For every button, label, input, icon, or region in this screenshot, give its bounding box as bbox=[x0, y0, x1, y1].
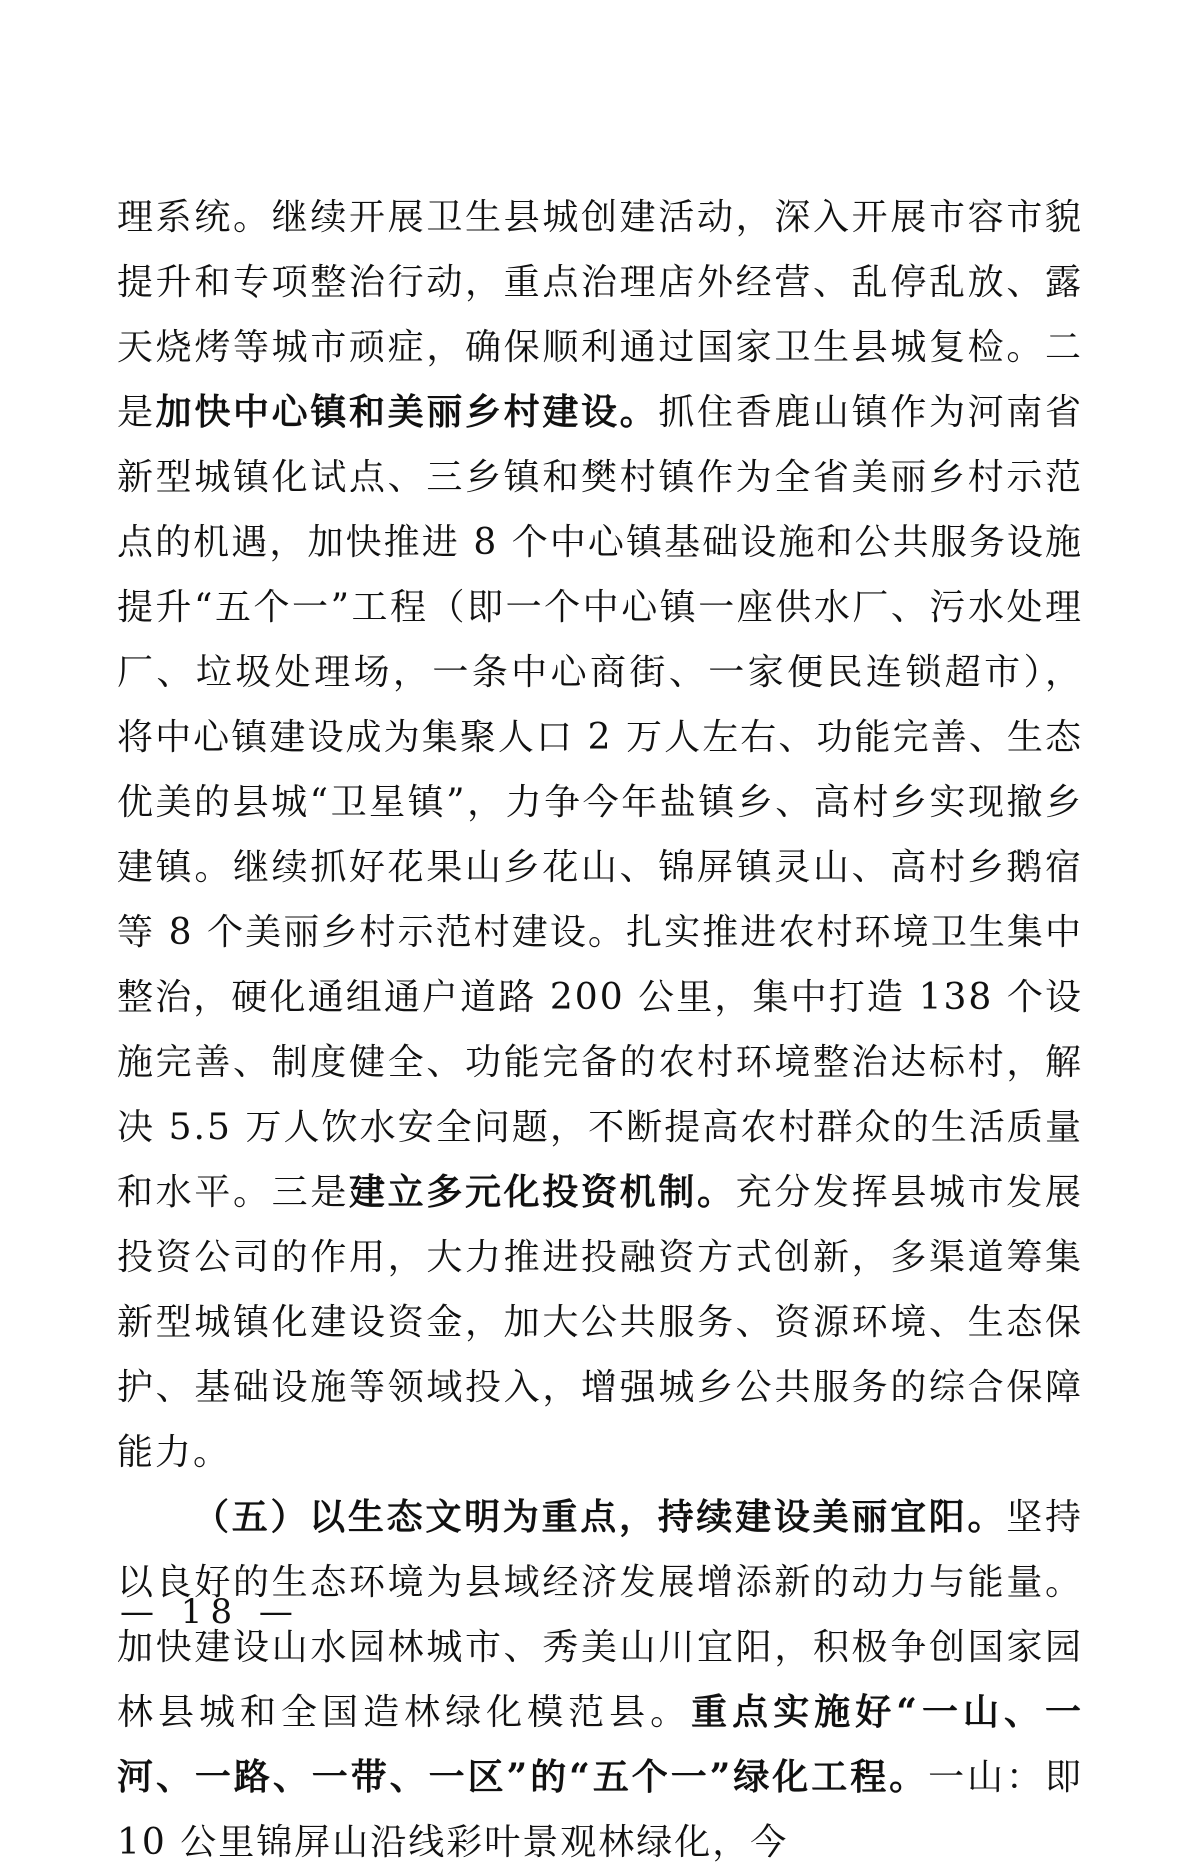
section-heading-5: （五）以生态文明为重点，持续建设美丽宜阳。 bbox=[193, 1496, 1007, 1538]
paragraph-2-text-1: 坚持以良好的生态环境为县域经济发展增添新的动力与能量。加快建设山水园林城市、秀美山川宜阳，积极争创国家园林县城和全国造林绿化模范县。 bbox=[117, 1497, 1083, 1733]
paragraph-1 bbox=[117, 185, 1083, 1485]
paragraph-1-bold-2: 建立多元化投资机制。 bbox=[349, 1171, 736, 1213]
paragraph-2-text-2: 一山：即 10 公里锦屏山沿线彩叶景观林绿化，今 bbox=[117, 1757, 1083, 1863]
page-number: — 18 — bbox=[120, 1592, 301, 1632]
paragraph-1-text-3: 充分发挥县城市发展投资公司的作用，大力推进投融资方式创新，多渠道筹集新型城镇化建设资金，加大公共服务、资源环境、生态保护、基础设施等领域投入，增强城乡公共服务的综合保障能力。 bbox=[117, 1172, 1083, 1473]
paragraph-1-bold-1: 加快中心镇和美丽乡村建设。 bbox=[155, 391, 659, 433]
paragraph-1-text-2: 抓住香鹿山镇作为河南省新型城镇化试点、三乡镇和樊村镇作为全省美丽乡村示范点的机遇，加快推进 8 个中心镇基础设施和公共服务设施提升“五个一”工程（即一个中心镇一座供水厂、污水处理厂、垃圾处理场，一条中心商街、一家便民连锁超市），将中心镇建设成为集聚人口 2 万人左右、功能完善、生态优美的县城“卫星镇”，力争今年盐镇乡、高村乡实现撤乡建镇。继续抓好花果山乡花山、锦屏镇灵山、高村乡鹅宿等 8 个美丽乡村示范村建设。扎实推进农村环境卫生集中整治，硬化通组通户道路 200 公里，集中打造 138 个设施完善、制度健全、功能完备的农村环境整治达标村，解决 5.5 万人饮水安全问题，不断提高农村群众的生活质量和水平。三是 bbox=[117, 392, 1083, 1213]
paragraph-2-bold-1: 重点实施好“一山、一河、一路、一带、一区”的“五个一”绿化工程。 bbox=[117, 1691, 1083, 1798]
paragraph-2 bbox=[117, 1485, 1083, 1875]
paragraph-1-text-1: 理系统。继续开展卫生县城创建活动，深入开展市容市貌提升和专项整治行动，重点治理店外经营、乱停乱放、露天烧烤等城市顽症，确保顺利通过国家卫生县城复检。二是 bbox=[117, 197, 1083, 433]
